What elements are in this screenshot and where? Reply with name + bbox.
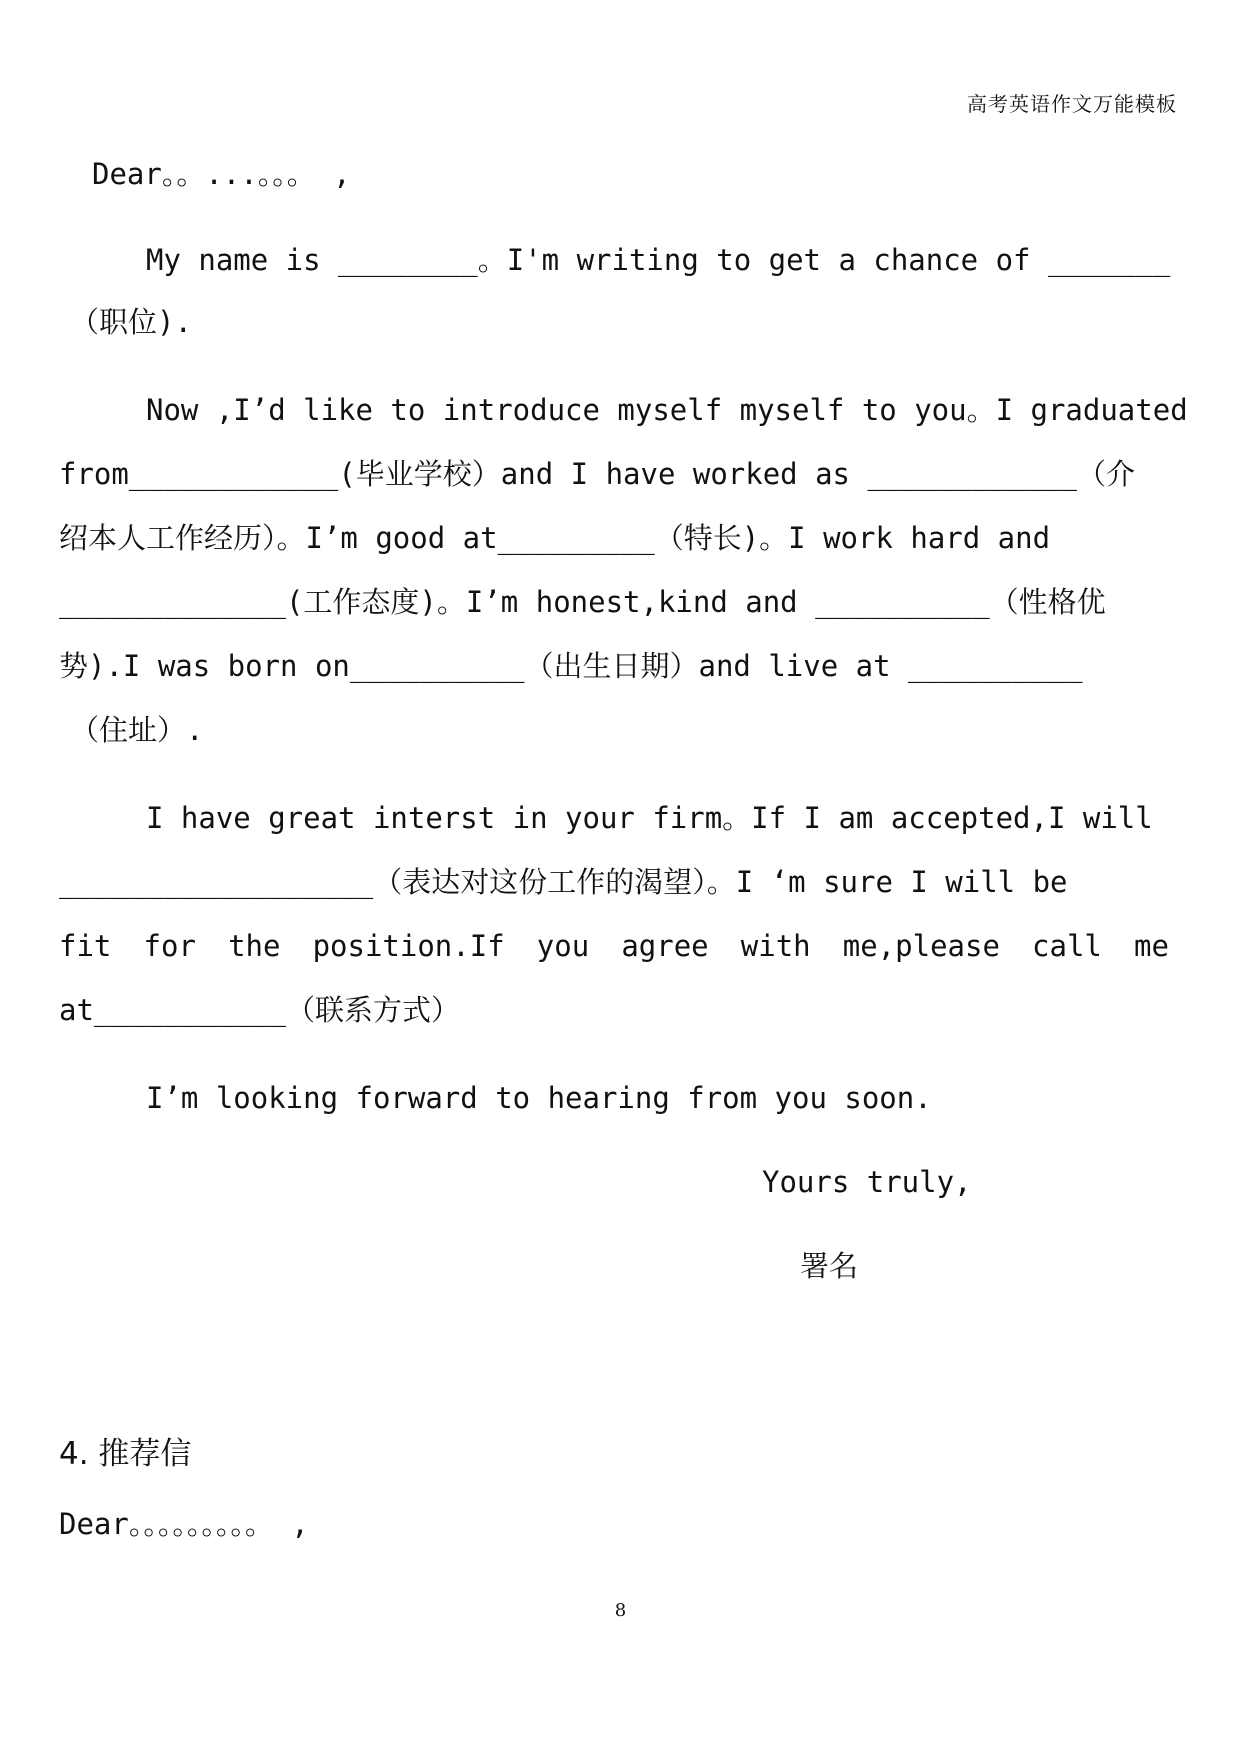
section-salutation: Dear。。。。。。。。。 , — [59, 1507, 309, 1541]
word: me,please — [842, 929, 1000, 963]
word: for — [143, 929, 196, 963]
word: agree — [621, 929, 709, 963]
page-number: 8 — [614, 1600, 627, 1621]
word: with — [740, 929, 811, 963]
section-heading: 4. 推荐信 — [59, 1436, 192, 1472]
paragraph-1-line-2: （职位). — [70, 305, 192, 339]
letter-closing: Yours truly, — [762, 1165, 972, 1199]
word: position.If — [312, 929, 505, 963]
letter-salutation: Dear。。...。。。 , — [92, 157, 351, 191]
paragraph-2-line-6: （住址）. — [70, 713, 204, 747]
paragraph-3-line-2: __________________（表达对这份工作的渴望）。I ‘m sure I will be — [59, 865, 1068, 899]
paragraph-2-line-5: 势).I was born on__________（出生日期）and live at __________ — [59, 649, 1083, 683]
paragraph-1-line-1: My name is ________。I'm writing to get a chance of _______ — [146, 243, 1171, 277]
word: call — [1032, 929, 1102, 963]
paragraph-2-line-3: 绍本人工作经历）。I’m good at_________（特长)。I work hard and — [59, 521, 1051, 555]
word: fit — [59, 929, 112, 963]
paragraph-2-line-2: from____________(毕业学校）and I have worked as ____________（介 — [59, 457, 1135, 491]
paragraph-3-line-4: at___________（联系方式） — [59, 993, 460, 1027]
paragraph-3-line-1: I have great interst in your firm。If I am accepted,I will — [146, 801, 1153, 835]
paragraph-3-line-3 — [59, 929, 1169, 963]
page-header: 高考英语作文万能模板 — [967, 92, 1177, 116]
word: me — [1134, 929, 1169, 963]
paragraph-4-line-1: I’m looking forward to hearing from you soon. — [146, 1081, 932, 1115]
paragraph-2-line-4: _____________(工作态度)。I’m honest,kind and __________（性格优 — [59, 585, 1106, 619]
letter-signature: 署名 — [800, 1249, 859, 1283]
word: you — [536, 929, 590, 963]
word: the — [228, 929, 281, 963]
paragraph-2-line-1: Now ,I’d like to introduce myself myself to you。I graduated — [146, 393, 1188, 427]
